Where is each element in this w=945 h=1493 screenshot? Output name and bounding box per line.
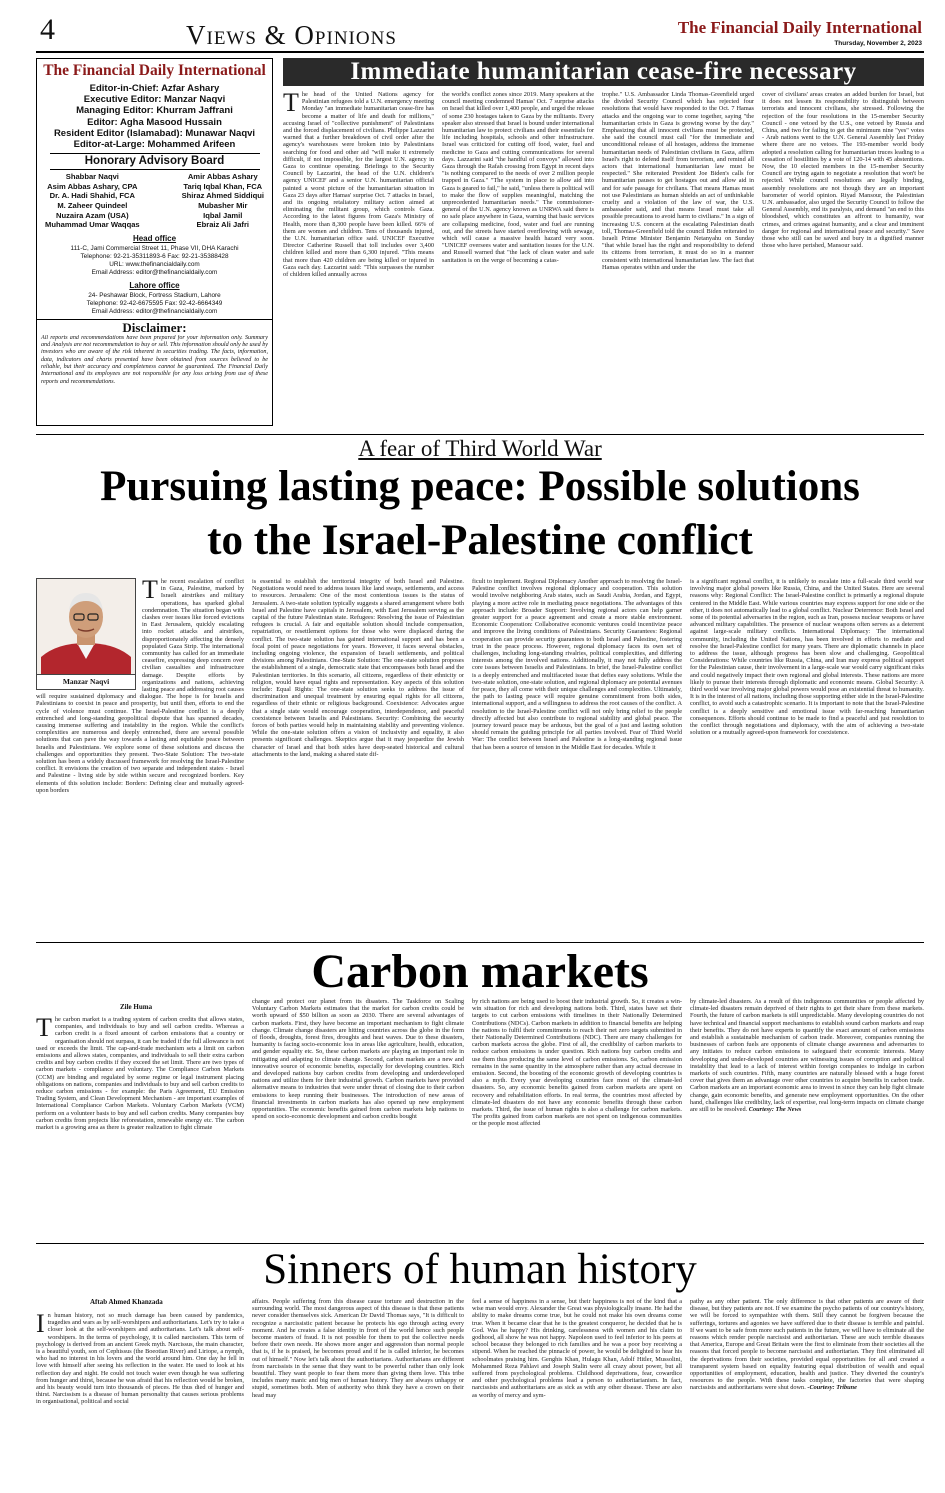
editor-list <box>37 83 272 150</box>
board-member: Mubasher Mir <box>198 201 248 210</box>
board-member: Ebraiz Ali Jafri <box>196 220 250 230</box>
article1-col1-text: he recent escalation of conflict in Gaza, Palestine, marked by Israeli airstrikes and military operations, has sparked global condemnation. The situation began with clashes over issues like forced evictions in East Jerusalem, quickly escalating into rocket attacks and airstrikes, disproportionately affecting the densely populated Gaza Strip. The international community has called for an immediate ceasefire, expressing deep concern over civilian casualties and infrastructure damage. Despite efforts by organizations and nations, achieving lasting peace and addressing root causes will require sustained diplomacy and dialogue. The hope is for Israelis and Palestinians to coexist in peace and prosperity, but until then, efforts to end the cycle of violence must continue. The Israel-Palestine conflict is a deeply entrenched and long-standing geopolitical dispute that has spanned decades, causing immense suffering and instability in the region. While the conflict's complexities are numerous and deeply entrenched, there are several possible solutions that can pave the way towards a lasting and equitable peace between Israelis and Palestinians. We explore some of these solutions and discuss the challenges and opportunities they present. Two-State Solution: The two-state solution has been a widely discussed framework for resolving the Israel-Palestine conflict. It envisions the creation of two separate and independent states - Israel and Palestine - living side by side within secure and recognized borders. Key elements of this solution include: Borders: Defining clear and mutually agreed-upon borders <box>36 578 244 794</box>
editorial-column <box>762 91 924 425</box>
head-office-title: Head office <box>132 233 177 243</box>
lahore-office-line: Email Address: editor@thefinancialdaily.com <box>91 307 218 315</box>
dropcap: T <box>36 1016 52 1042</box>
editorial-headline: Immediate humanitarian cease-fire necessary <box>350 58 857 85</box>
masthead-paper-name: The Financial Daily International <box>677 18 922 37</box>
editor-line: Resident Editor (Islamabad): Munawar Naqvi <box>53 127 256 139</box>
editor-line: Editor-in-Chief: Azfar Ashary <box>89 83 220 94</box>
article1-col3-text: ficult to implement. Regional Diplomacy Another approach to resolving the Israel-Palestine conflict involves regional diplomacy and cooperation. This solution would involve neighboring Arab states, such as Saudi Arabia, Jordan, and Egypt, playing a more active role in mediating peace negotiations. The advantages of this approach include: Broader Support: Involving regional actors can help garner greater support for a peace agreement and create a more stable environment. Economic Cooperation: Collaborative economic ventures could incentivize peace and improve the living conditions of Palestinians. Security Guarantees: Regional cooperation can provide security guarantees to both Israel and Palestine, fostering trust in the peace process. However, regional diplomacy faces its own set of challenges, including long-standing rivalries, political complexities, and differing interests among the involved nations. Additionally, it may not fully address the core issues between Israelis and Palestinians. In brief, the Israel-Palestine conflict is a deeply entrenched and multifaceted issue that defies easy solutions. While the two-state solution, one-state solution, and regional diplomacy are potential avenues for peace, they all come with their unique challenges and complexities. Ultimately, the path to lasting peace will require genuine commitment from both sides, international support, and a willingness to address the root causes of the conflict. A resolution to the Israel-Palestine conflict will not only bring relief to the people directly affected but also contribute to regional stability and global peace. The journey toward peace may be arduous, but the goal of a just and lasting solution should remain the guiding principle for all parties involved. Fear of Third World War: The conflict between Israel and Palestine is a long-standing regional issue that has been a source of tension in the Middle East for decades. While it <box>472 578 682 751</box>
article1-headline-line2: to the Israel-Palestine conflict <box>207 517 753 564</box>
section-title: Views & Opinions <box>186 20 397 50</box>
editorial-col1-text: he head of the United Nations agency for Palestinian refugees told a U.N. emergency meeting Monday "an immediate humanitarian cease-fire has become a matter of life and death for millions," accusing Israel of "collective punishment" of Palestinians and the forced displacement of civilians. Philippe Lazzarini warned that a further breakdown of civil order after the agency's warehouses were broken into by Palestinians searching for food and other aid "will make it extremely difficult, if not impossible, for the largest U.N. agency in Gaza to continue operating. Briefings to the Security Council by Lazzarini, the head of the U.N. children's agency UNICEF and a senior U.N. humanitarian official painted a worst picture of the humanitarian situation in Gaza 23 days after Hamas' surprise Oct. 7 attacks in Israel, and its ongoing retaliatory military action aimed at eliminating the militant group, which controls Gaza. According to the latest figures from Gaza's Ministry of Health, more than 8,300 people have been killed. 66% of them are women and children. Tens of thousands injured, the U.N. humanitarian office said. UNICEF Executive Director Catherine Russell that toll includes over 3,400 children killed and more than 6,300 injured. "This means that more than 420 children are being killed or injured in Gaza each day. Lazzarini said: "This surpasses the number of children killed annually across <box>283 91 434 279</box>
article2-byline: Zile Huma <box>120 1003 153 1011</box>
article3-byline: Aftab Ahmed Khanzada <box>90 1298 163 1306</box>
article2-col2-text: change and protect our planet from its disasters. The Taskforce on Scaling Voluntary Carbon Markets estimates that the market for carbon credits could be worth upward of $50 billion as soon as 2030. There are several advantages of carbon markets. First, they have become an important mechanism to fight climate change. Climate change disasters are hitting countries across the globe in the form of floods, droughts, forest fires, droughts and heat waves. Due to these disasters, humanity is facing socio-economic loss in areas like agriculture, health, education, and gender equality etc. So, these carbon markets are playing an important role in mitigating and adapting to climate change. Second, carbon markets are a new and innovative source of economic benefits, especially for developing countries. Rich and developed nations buy carbon credits from developing and underdeveloped nations and utilize them for their industrial growth. Carbon markets have provided alternative means to industries that were under threat of closing due to their carbon emissions to keep running their businesses. The introduction of new areas of financial investments in carbon markets has also opened up new employment opportunities. The economic benefits gained from carbon markets help nations to spend on socio-economic development and carbon credits bought <box>252 998 464 1121</box>
lahore-office-line: Telephone: 92-42-6675595 Fax: 92-42-6664349 <box>86 299 223 307</box>
board-member: Iqbal Jamil <box>203 210 243 220</box>
article2-col4-text: by climate-led disasters. As a result of this indigenous communities or people affected by climate-led disasters remain deprived of their rights to get their share from these markets. Fourth, the future of carbon markets is still unpredictable. Many developing countries do not have technical and financial support mechanisms to establish sound carbon markets and reap their benefits. They do not have experts to quantify the exact amount of carbon emissions and establish a sustainable mechanism of carbon trade. Moreover, companies running the businesses of carbon fuels are opponents of climate change awareness and adversaries to any initiates to reduce carbon emissions to safeguard their economic interests. Many developing and under-developed countries are witnessing issues of corruption and political instability that lead to a lack of interest within foreign companies to indulge in carbon markets of such countries. Fifth, many countries are naturally blessed with a huge forest cover that gives them an advantage over other countries to acquire benefits in carbon trade. Carbon markets are an important economic area to invest in since they can help fight climate change, gain economic benefits, and generate new employment opportunities. On the other hand, challenges like credibility, lack of expertise, real long-term impacts on climate change are still to be resolved. <box>690 998 924 1114</box>
article1-col2-text: is essential to establish the territorial integrity of both Israel and Palestine. Negotiations would need to address issues like land swaps, settlements, and access to resources. Jerusalem: One of the most contentious issues is the status of Jerusalem. A two-state solution typically suggests a shared arrangement where both Israel and Palestine have capitals in Jerusalem, with East Jerusalem serving as the capital of the future Palestinian state. Refugees: Resolving the issue of Palestinian refugees is crucial. A fair and equitable solution should include compensation, repatriation, or resettlement options for those who were displaced during the conflict. The two-state solution has gained international support and has been a focal point of peace negotiations for years. However, it faces several obstacles, including ongoing violence, the expansion of Israeli settlements, and political divisions among Palestinians. One-State Solution: The one-state solution proposes the establishment of a single, democratic state that encompasses both Israel and the Palestinian territories. In this scenario, all citizens, regardless of their ethnicity or religion, would have equal rights and representation. Key aspects of this solution include: Equal Rights: The one-state solution seeks to address the issue of discrimination and unequal treatment by ensuring equal rights for all citizens, regardless of their ethnic or religious background. Coexistence: Advocates argue that a single state would encourage cooperation, interdependence, and peaceful coexistence between Israelis and Palestinians. Security: Combining the security forces of both parties would help in maintaining stability and preventing violence. While the one-state solution offers a vision of inclusivity and equality, it also presents significant challenges. Skeptics argue that it may jeopardize the Jewish character of Israel and that both sides have deep-seated historical and cultural attachments to the land, making a shared state dif- <box>252 578 464 758</box>
disclaimer-text: All reports and recommendations have been prepared for your information only. Summary and Analysis are not recommendation to buy or sell. This information should only be used by investors who are aware of the risk inherent in securities trading. The facts, information, data, indicators and charts presented have been obtained from sources believed to be reliable, but their accuracy and completeness cannot be guaranteed. The Financial Daily International and its employees are not responsible for any loss arising from use of these reports and recommendations. <box>41 334 268 385</box>
article1-column <box>36 578 244 938</box>
article2-column <box>36 1016 244 1238</box>
article1-column <box>252 578 464 938</box>
article3-column <box>252 1298 464 1486</box>
dropcap: I <box>36 1312 45 1338</box>
article2-column <box>690 998 924 1238</box>
head-office-line: Email Address: editor@thefinancialdaily.com <box>91 268 218 276</box>
masthead-rule <box>36 51 924 53</box>
editorial-col2-text: the world's conflict zones since 2019. Many speakers at the council meeting condemned Hamas' Oct. 7 surprise attacks on Israel that killed over 1,400 people, and urged the release of some 230 hostages taken to Gaza by the militants. Every speaker also stressed that Israel is bound under international humanitarian law to protect civilians and their essentials for life including hospitals, schools and other infrastructure. Israel was criticized for cutting off food, water, fuel and medicine to Gaza and cutting communications for several days. Lazzarini said "the handful of convoys" allowed into Gaza through the Rafah crossing from Egypt in recent days "is nothing compared to the needs of over 2 million people trapped in Gaza." "The system in place to allow aid into Gaza is geared to fail," he said, "unless there is political will to make the flow of supplies meaningful, matching the unprecedented humanitarian needs." The commissioner-general of the U.N. agency known as UNRWA said there is no safe place anywhere in Gaza, warning that basic services are collapsing medicine, food, water and fuel are running out, and the streets have started overflowing with sewage, which will cause a massive health hazard very soon. "UNICEF oversees water and sanitation issues for the U.N. and Russell warned that "the lack of clean water and safe sanitation is on the verge of becoming a catas- <box>442 91 594 264</box>
board-member: Amir Abbas Ashary <box>187 172 258 182</box>
article3-col3-text: feel a sense of happiness in a sense, but their happiness is not of the kind that a wise man would envy. Alexander the Great was physiologically insane. He had the ability to make dreams come true, but he could not make his own dreams come true. When it became clear that he is the greatest conqueror, he decided that he is God. Was he happy? His drinking, carelessness with women and his claim to godhood, all show he was not happy. Napoleon used to feel inferior to his peers at school because they belonged to rich families and he was a poor boy receiving a stipend. When he reached the pinnacle of power, he would be delighted to hear his schoolmates praising him. Genghis Khan, Hulagu Khan, Adolf Hitler, Mussolini, Mohammed Reza Pahlavi and Joseph Stalin were all crazy about power, but all suffered from psychological problems. Childhood deprivations, fear, cowardice and other psychological problems lead a person to authoritarianism. In fact, narcissists and authoritarians are as sick as with any other disease. These are also as worthy of mercy and sym- <box>472 1298 682 1399</box>
editor-line: Executive Editor: Manzar Naqvi <box>83 94 226 106</box>
photo-caption: Manzar Naqvi <box>37 674 135 689</box>
article1-column <box>690 578 924 938</box>
section-divider <box>36 434 924 435</box>
section-divider <box>36 1243 924 1244</box>
head-office-line: Telephone: 92-21-35311893-6 Fax: 92-21-35388428 <box>80 252 229 260</box>
article3-column <box>36 1312 244 1486</box>
article3-col4-text: pathy as any other patient. The only difference is that other patients are aware of their disease, but they patients are not. If we examine the psycho patients of our country's history, we will be forced to sympathize with them. Still they cannot be forgiven because the sufferings, tortures and agonies we have suffered due to their disease is terrible and painful. If we want to be safe from more such patients in the future, we will have to eliminate all the reasons which render people narcissist and authoritarian. These are such terrible diseases that America, Europe and Great Britain were the first to eliminate from their societies all the reasons that forced people to become narcissist and authoritarian. They first eliminated all the deprivations from their societies, provided equal opportunities for all and created a transparent system based on equality featuring equal distribution of wealth and equal opportunities of employment, education, health and justice. They diverted the country's resources to the people. With these tasks complete, the factories that were shaping narcissists and authoritarians were shut down. <box>690 1298 924 1392</box>
board-member: Tariq Iqbal Khan, FCA <box>183 181 263 191</box>
editorial-column <box>283 91 434 425</box>
article1-kicker: A fear of Third World War <box>358 436 602 461</box>
dropcap: T <box>142 578 158 604</box>
lahore-office-details <box>37 292 272 316</box>
board-member: M. Zaheer Quindeel <box>57 201 128 210</box>
editor-line: Editor-at-Large: Mohammed Arifeen <box>73 139 236 151</box>
article1-headline-line1: Pursuing lasting peace: Possible solutions <box>100 463 860 510</box>
article3-col2-text: affairs. People suffering from this disease cause torture and destruction in the surrounding world. The most dangerous aspect of this disease is that these patients never consider themselves sick. American Dr David Thomas says, "It is difficult to recognize a narcissistic patient because he protects his ego through acting every moment. And he creates a false identity in front of the world hence such people become masters of fraud. It is not possible for them to put the collective needs before their own needs. He shows more anger and aggression than normal people that is, if he is praised, he becomes proud and if he is called inferior, he becomes out of himself." Now let's talk about the authoritarians. Authoritarians are different from narcissists in the sense that they want to be powerful rather than only look beautiful. They want people to fear them more than giving them love. This tribe includes many manic and big men of human history. They are always unhappy or stupid, sometimes both. Men of authority who think they have a crown on their head may <box>252 1298 464 1399</box>
dropcap: T <box>283 91 299 117</box>
section-divider <box>36 942 924 943</box>
board-member: Nuzaira Azam (USA) <box>55 210 129 220</box>
head-office-details <box>37 245 272 277</box>
editor-line: Managing Editor: Khurram Jaffrani <box>76 105 233 117</box>
editorial-column <box>442 91 594 425</box>
article2-courtesy: Courtesy: The News <box>748 1106 802 1114</box>
article2-column <box>472 998 682 1238</box>
editorial-col3-text: trophe." U.S. Ambassador Linda Thomas-Greenfield urged the divided Security Council which has rejected four resolutions that would have responded to the Oct. 7 Hamas attacks and the ongoing war to come together, saying "the humanitarian crisis in Gaza is growing worse by the day." Emphasizing that all innocent civilians must be protected, she said the council must call "for the immediate and unconditional release of all hostages, address the immense humanitarian needs of Palestinian civilians in Gaza, affirm Israel's right to defend itself from terrorism, and remind all actors that international humanitarian law must be respected." She reiterated President Joe Biden's calls for humanitarian pauses to get hostages out and allow aid in and for safe passage for civilians. That means Hamas must not use Palestinians as human shields an act of unthinkable cruelty and a violation of the law of war, the U.S. ambassador said, and that means Israel must take all possible precautions to avoid harm to civilians." In a sign of increasing U.S. concern at the escalating Palestinian death toll, Thomas-Greenfield told the council Biden reiterated to Israeli Prime Minister Benjamin Netanyahu on Sunday "that while Israel has the right and responsibility to defend its citizens from terrorism, it must do so in a manner consistent with international humanitarian law. The fact that Hamas operates within and under the <box>602 91 754 271</box>
advisory-board <box>37 172 272 230</box>
page-number: 4 <box>40 13 55 46</box>
advisory-board-title: Honorary Advisory Board <box>50 153 260 170</box>
disclaimer-title: Disclaimer: <box>37 319 272 335</box>
article3-column <box>690 1298 924 1486</box>
head-office-line: URL: www.thefinancialdaily.com <box>109 260 200 268</box>
board-member: Shabbar Naqvi <box>65 172 119 182</box>
head-office-line: 111-C, Jami Commercial Street 11, Phase VII, DHA Karachi <box>70 244 239 252</box>
staff-box <box>36 58 273 426</box>
board-member: Muhammad Umar Waqqas <box>45 220 140 230</box>
editor-line: Editor: Agha Masood Hussain <box>87 116 222 128</box>
article2-column <box>252 998 464 1238</box>
board-member: Asim Abbas Ashary, CPA <box>47 181 138 191</box>
article1-column <box>472 578 682 938</box>
article3-headline: Sinners of human history <box>263 1246 697 1293</box>
editorial-col4-text: cover of civilians' areas creates an added burden for Israel, but it does not lessen its responsibility to distinguish between terrorists and innocent civilians, she stressed. Following the rejection of the four resolutions in the 15-member Security Council - one vetoed by the U.S., one vetoed by Russia and China, and two for failing to get the minimum nine "yes" votes - Arab nations went to the U.N. General Assembly last Friday where there are no vetoes. The 193-member world body adopted a resolution calling for humanitarian truces leading to a cessation of hostilities by a vote of 120-14 with 45 abstentions. Now, the 10 elected members in the 15-member Security Council are trying again to negotiate a resolution that won't be rejected. While council resolutions are legally binding, assembly resolutions are not though they are an important barometer of world opinion. Riyad Mansour, the Palestinian U.N. ambassador, also urged the Security Council to follow the General Assembly, end its paralysis, and demand "an end to this bloodshed, which constitutes an affront to humanity, war crimes, and crimes against humanity, and a clear and imminent danger for regional and international peace and security." Save those who still can be saved and bury in a dignified manner those who have perished, Mansour said. <box>762 91 924 250</box>
masthead-date: Thursday, November 2, 2023 <box>834 40 922 47</box>
article2-col3-text: by rich nations are being used to boost their industrial growth. So, it creates a win-win situation for rich and developing nations both. Third, states have set their targets to cut carbon emissions with timelines in their Nationally Determined Contributions (NDCs). Carbon markets in addition to financial benefits are helping the nations to fulfil their commitments to reach their net zero targets submitted in their Nationally Determined Contributions (NDC). There are many challenges for carbon markets across the globe. First of all, the credibility of carbon markets to reduce carbon emissions is under question. Rich nations buy carbon credits and use them thus producing the same level of carbon emissions. So, carbon emission remains in the same quantity in the atmosphere rather than any actual decrease in emission. Second, the boosting of the economic growth of developing countries is also a myth. Every year developing countries face most of the climate-led disasters. So, any economic benefits gained from carbon markets are spent on recovery and rehabilitation efforts. In real terms, the countries most affected by climate-led disasters do not have any economic benefits through these carbon markets. Third, the issue of human rights is also a challenge for carbon markets. The profits gained from carbon markets are not spent on indigenous communities or the people most affected <box>472 998 682 1128</box>
article1-col4-text: is a significant regional conflict, it is unlikely to escalate into a full-scale third world war involving major global powers like Russia, China, and the United States. Here are several reasons why: Regional Conflict: The Israel-Palestine conflict is primarily a regional dispute centered in the Middle East. While various countries may express support for one side or the other, it does not automatically lead to a global conflict. Nuclear Deterrence: Both Israel and some of its potential adversaries in the region, such as Iran, possess nuclear weapons or have advanced military capabilities. The presence of nuclear weapons often serves as a deterrent against large-scale military conflicts. International Diplomacy: The international community, including the United Nations, has been involved in efforts to mediate and resolve the Israel-Palestine conflict for many years. There are diplomatic channels in place to address the issue, although progress has been slow and challenging. Geopolitical Considerations: While countries like Russia, China, and Iran may express political support for the Palestinian cause, their involvement in a large-scale war would carry significant risks and could negatively impact their own regional and global interests. These nations are more likely to pursue their interests through diplomatic and economic means. Global Security: A third world war involving major global powers would pose an existential threat to humanity. It is in the interest of all nations, including those supporting either side in the Israel-Palestine conflict, to avoid such a catastrophic scenario. It is important to note that the Israel-Palestine conflict is a deeply sensitive and emotional issue with far-reaching humanitarian consequences. Efforts should continue to be made to find a peaceful and just resolution to the conflict through negotiations and diplomacy, with the aim of achieving a two-state solution or a mutually agreed-upon framework for coexistence. <box>690 578 924 737</box>
article3-courtesy: -Courtesy: Tribune <box>807 1384 857 1392</box>
staff-paper-name: The Financial Daily International <box>43 62 266 79</box>
lahore-office-line: 24- Peshawar Block, Fortress Stadium, Lahore <box>88 291 221 299</box>
editorial-column <box>602 91 754 425</box>
article3-column <box>472 1298 682 1486</box>
article2-col1-text: he carbon market is a trading system of carbon credits that allows states, companies, and individuals to buy and sell carbon credits. Whereas a carbon credit is a fixed amount of carbon emissions that a country or organisation should not surpass, it can be traded if the full allowance is not used or exceeds the limit. The cap-and-trade mechanism sets a limit on carbon emissions and allows states, companies, and individuals to sell their extra carbon credits and buy carbon credits if they exceed the set limit. There are two types of carbon markets - compliance and voluntary. The Compliance Carbon Markets (CCM) are binding and regulated by some regime or legal instrument placing obligations on nations, companies and individuals to buy and sell carbon credits to reduce carbon emissions - for example: the Paris Agreement, EU Emission Trading System, and Clean Development Mechanism - are important examples of International Compliance Carbon Markets. Voluntary Carbon Markets (VCM) perform on a volunteer basis to buy and sell carbon credits. Many companies buy carbon credits from projects like reforestation, renewable energy etc. The carbon market is a growing area as there is greater realization to fight climate <box>36 1016 244 1132</box>
photo-spacer <box>36 578 142 690</box>
editorial-headline-bar <box>283 58 924 86</box>
article3-col1-text: n human history, not so much damage has been caused by pandemics, tragedies and wars as by self-worshipers and authoritarians. Let's try to take a closer look at the self-worshipers and authoritarians. Let's talk about self-worshipers. In the terms of psychology, it is called narcissism. This term of psychology is derived from an ancient Greek myth. Narcissus, the main character, is a beautiful youth, son of Cephissus (the Boeotian River) and Liriope, a nymph, who had no interest in his lovers and the world around him. One day he fell in love with himself after seeing his reflection in the water. He used to look at his reflection day and night. He could not touch water even though he was suffering from hunger and thirst, because he was afraid that his reflection would be broken, and his beauty would turn into thousands of pieces. He thus died of hunger and thirst. Narcissism is a disease of human personality that causes serious problems in organisational, political and social <box>36 1312 244 1406</box>
board-member: Shiraz Ahmed Siddiqui <box>181 191 264 201</box>
article2-headline: Carbon markets <box>311 945 649 998</box>
lahore-office-title: Lahore office <box>129 280 180 290</box>
board-member: Dr. A. Hadi Shahid, FCA <box>49 191 136 201</box>
